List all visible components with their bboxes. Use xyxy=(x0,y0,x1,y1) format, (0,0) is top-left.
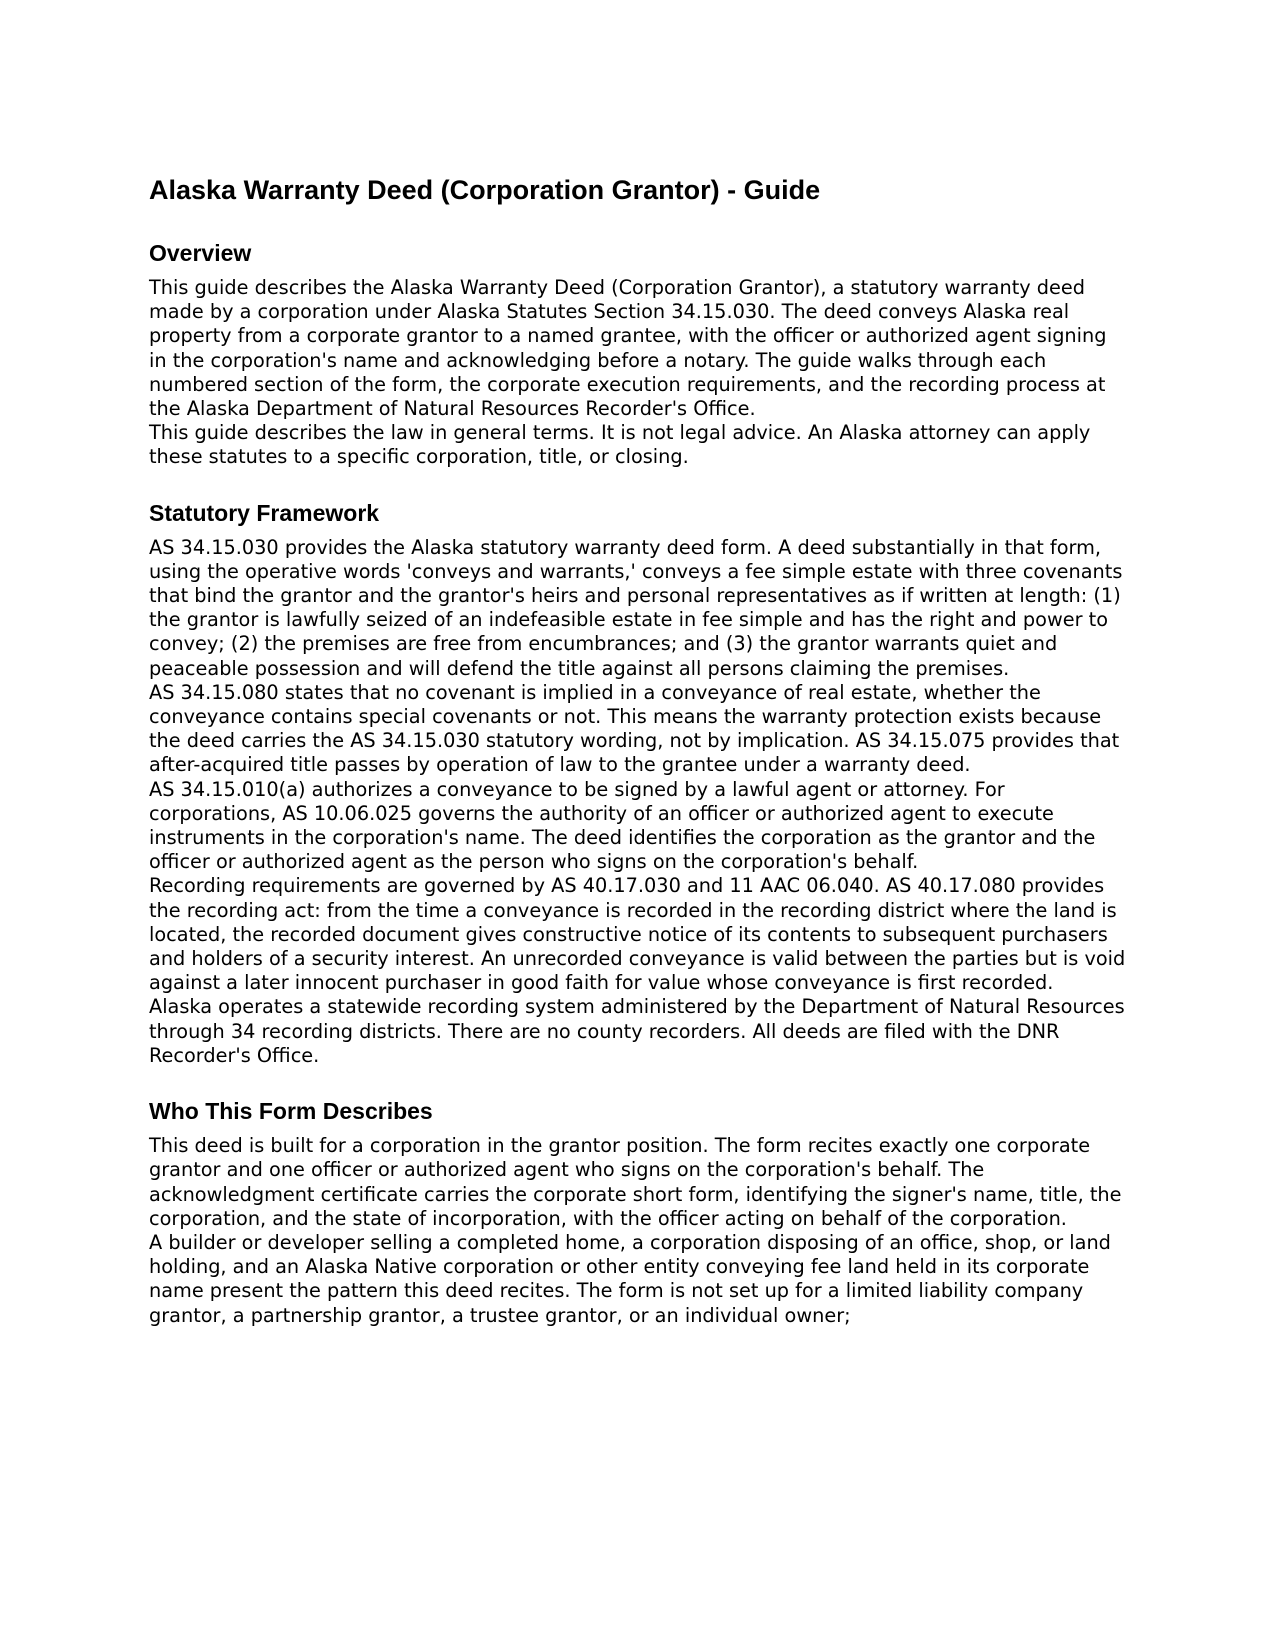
section-overview xyxy=(149,238,1129,470)
paragraph: Recording requirements are governed by AS 40.17.030 and 11 AAC 06.040. AS 40.17.080 provides the recording act: from the time a conveyance is recorded in the recording district where the land is located, the recorded document gives constructive notice of its contents to subsequent purchasers and holders of a security interest. An unrecorded conveyance is valid between the parties but is void against a later innocent purchaser in good faith for value whose conveyance is first recorded. xyxy=(149,874,1126,995)
section-heading: Who This Form Describes xyxy=(149,1098,433,1125)
section-heading: Overview xyxy=(149,240,252,266)
paragraph: A builder or developer selling a completed home, a corporation disposing of an office, shop, or land holding, and an Alaska Native corporation or other entity conveying fee land held in its corporate name present the pattern this deed recites. The form is not set up for a limited liability company grantor, a partnership grantor, a trustee grantor, or an individual owner; xyxy=(149,1230,1111,1327)
paragraph: This guide describes the law in general terms. It is not legal advice. An Alaska attorney can apply these statutes to a specific corporation, title, or closing. xyxy=(149,421,1091,469)
section-statutory-framework xyxy=(149,498,1129,1068)
section-who-this-form-describes xyxy=(149,1096,1129,1328)
paragraph: AS 34.15.010(a) authorizes a conveyance to be signed by a lawful agent or attorney. For corporations, AS 10.06.025 governs the authority of an officer or authorized agent to execute instruments in the corporation's name. The deed identifies the corporation as the grantor and the officer or authorized agent as the person who signs on the corporation's behalf. xyxy=(149,777,1096,874)
document-page xyxy=(149,172,1129,1356)
paragraph: AS 34.15.030 provides the Alaska statutory warranty deed form. A deed substantially in that form, using the operative words 'conveys and warrants,' conveys a fee simple estate with three covenants that bind the grantor and the grantor's heirs and personal representatives as if written at length: (1) the grantor is lawfully seized of an indefeasible estate in fee simple and has the right and power to convey; (2) the premises are free from encumbrances; and (3) the grantor warrants quiet and peaceable possession and will defend the title against all persons claiming the premises. xyxy=(149,535,1123,680)
paragraph: This deed is built for a corporation in the grantor position. The form recites exactly one corporate grantor and one officer or authorized agent who signs on the corporation's behalf. The acknowledgment certificate carries the corporate short form, identifying the signer's name, title, the corporation, and the state of incorporation, with the officer acting on behalf of the corporation. xyxy=(149,1134,1122,1230)
document-title: Alaska Warranty Deed (Corporation Grantor) - Guide xyxy=(149,175,821,205)
paragraph: Alaska operates a statewide recording system administered by the Department of Natural Resources through 34 recording districts. There are no county recorders. All deeds are filed with the DNR Recorder's Office. xyxy=(149,995,1125,1067)
paragraph: AS 34.15.080 states that no covenant is implied in a conveyance of real estate, whether the conveyance contains special covenants or not. This means the warranty protection exists because the deed carries the AS 34.15.030 statutory wording, not by implication. AS 34.15.075 provides that after-acquired title passes by operation of law to the grantee under a warranty deed. xyxy=(149,680,1120,777)
paragraph: This guide describes the Alaska Warranty Deed (Corporation Grantor), a statutory warranty deed made by a corporation under Alaska Statutes Section 34.15.030. The deed conveys Alaska real property from a corporate grantor to a named grantee, with the officer or authorized agent signing in the corporation's name and acknowledging before a notary. The guide walks through each numbered section of the form, the corporate execution requirements, and the recording process at the Alaska Department of Natural Resources Recorder's Office. xyxy=(149,276,1107,421)
section-heading: Statutory Framework xyxy=(149,499,380,526)
